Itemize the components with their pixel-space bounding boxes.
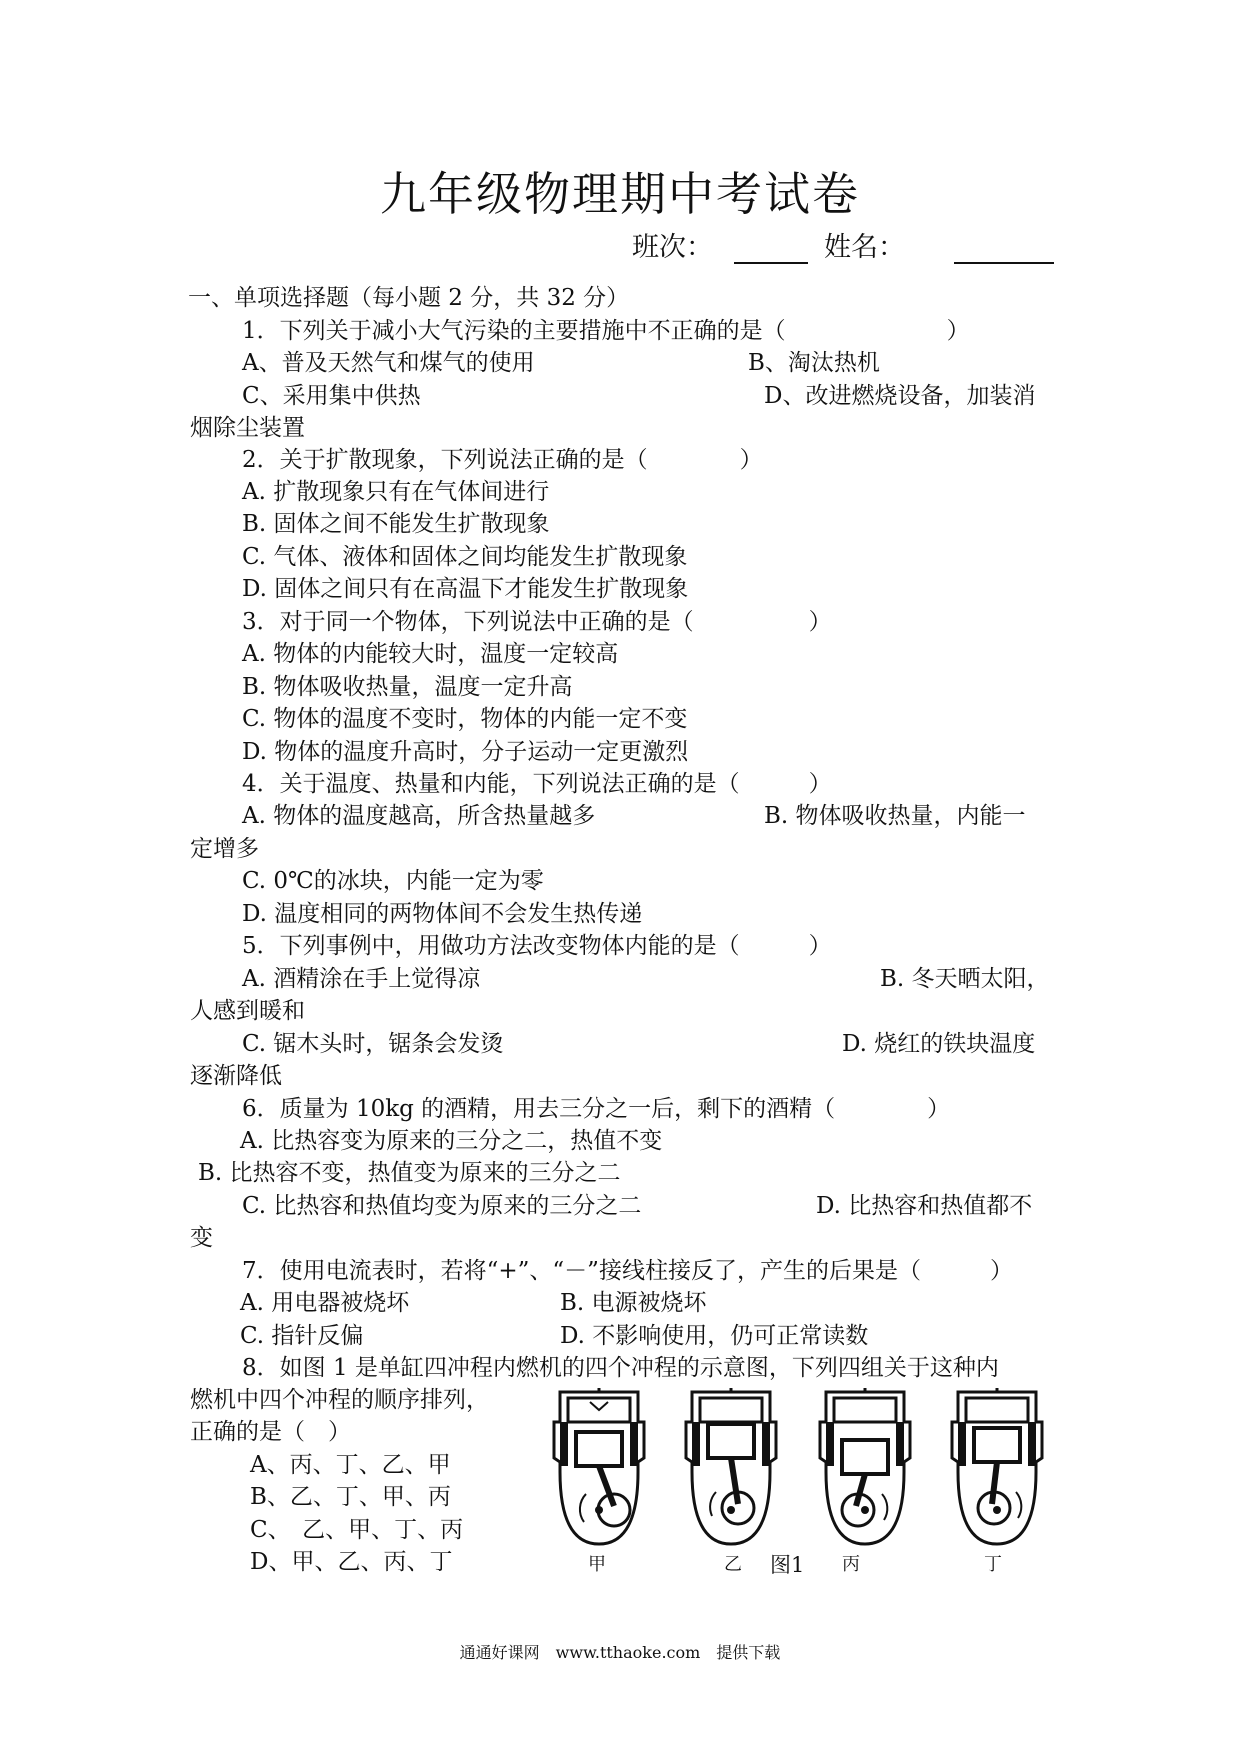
q1-option-c: C、采用集中供热 xyxy=(242,383,421,409)
q2-option-d: D. 固体之间只有在高温下才能发生扩散现象 xyxy=(242,576,689,602)
q5-option-b-continued: 人感到暖和 xyxy=(190,998,305,1024)
q7-option-d: D. 不影响使用，仍可正常读数 xyxy=(560,1323,869,1349)
class-blank xyxy=(734,262,808,264)
q3-option-d: D. 物体的温度升高时，分子运动一定更激烈 xyxy=(242,739,689,765)
q8-option-d: D、甲、乙、丙、丁 xyxy=(250,1549,453,1575)
q5-option-c: C. 锯木头时，锯条会发烫 xyxy=(242,1031,504,1057)
q8-stem-continued-1: 燃机中四个冲程的顺序排列， xyxy=(190,1387,489,1413)
q7-stem: 7．使用电流表时，若将“+”、“－”接线柱接反了，产生的后果是（ ） xyxy=(242,1258,1013,1284)
q2-option-c: C. 气体、液体和固体之间均能发生扩散现象 xyxy=(242,544,688,570)
q1-option-a: A、普及天然气和煤气的使用 xyxy=(242,350,535,376)
q8-option-b: B、乙、丁、甲、丙 xyxy=(250,1484,451,1510)
name-blank xyxy=(954,262,1054,264)
figure1-label-bing: 丙 xyxy=(842,1554,860,1575)
q6-option-d-continued: 变 xyxy=(190,1225,213,1251)
q5-option-b: B. 冬天晒太阳， xyxy=(880,966,1050,992)
figure1-caption: 图1 xyxy=(770,1553,805,1577)
engine-diagram-icon xyxy=(938,1388,1056,1548)
q4-option-a: A. 物体的温度越高，所含热量越多 xyxy=(242,803,596,829)
q3-option-c: C. 物体的温度不变时，物体的内能一定不变 xyxy=(242,706,688,732)
q8-option-c: C、 乙、甲、丁、丙 xyxy=(250,1517,464,1543)
q4-option-c: C. 0℃的冰块，内能一定为零 xyxy=(242,868,544,894)
q1-stem: 1．下列关于减小大气污染的主要措施中不正确的是（ ） xyxy=(242,318,970,344)
class-label: 班次： xyxy=(632,232,713,263)
q4-option-b-continued: 定增多 xyxy=(190,836,259,862)
engine-diagram-icon xyxy=(672,1388,790,1548)
figure1-engine-yi xyxy=(672,1388,790,1548)
q5-option-d: D. 烧红的铁块温度 xyxy=(842,1031,1036,1057)
q6-option-c: C. 比热容和热值均变为原来的三分之二 xyxy=(242,1193,642,1219)
q7-option-b: B. 电源被烧坏 xyxy=(560,1290,707,1316)
q6-option-a: A. 比热容变为原来的三分之二，热值不变 xyxy=(240,1128,663,1154)
q3-option-b: B. 物体吸收热量，温度一定升高 xyxy=(242,674,573,700)
page-title: 九年级物理期中考试卷 xyxy=(380,167,860,221)
q5-stem: 5．下列事例中，用做功方法改变物体内能的是（ ） xyxy=(242,933,832,959)
q2-option-a: A. 扩散现象只有在气体间进行 xyxy=(242,479,550,505)
figure1-label-yi: 乙 xyxy=(724,1554,742,1575)
q8-option-a: A、丙、丁、乙、甲 xyxy=(250,1452,451,1478)
engine-diagram-icon xyxy=(806,1388,924,1548)
q3-stem: 3．对于同一个物体，下列说法中正确的是（ ） xyxy=(242,609,832,635)
name-label: 姓名： xyxy=(824,232,905,263)
q6-option-b: B. 比热容不变，热值变为原来的三分之二 xyxy=(198,1160,621,1186)
figure1-label-ding: 丁 xyxy=(984,1554,1002,1575)
q7-option-a: A. 用电器被烧坏 xyxy=(240,1290,410,1316)
q5-option-d-continued: 逐渐降低 xyxy=(190,1063,282,1089)
q3-option-a: A. 物体的内能较大时，温度一定较高 xyxy=(242,641,619,667)
q1-option-b: B、淘汰热机 xyxy=(748,350,880,376)
q6-stem: 6．质量为 10kg 的酒精，用去三分之一后，剩下的酒精（ ） xyxy=(242,1096,951,1122)
section-heading: 一、单项选择题（每小题 2 分，共 32 分） xyxy=(188,285,630,311)
q2-option-b: B. 固体之间不能发生扩散现象 xyxy=(242,511,550,537)
q1-option-d-continued: 烟除尘装置 xyxy=(190,415,305,441)
q5-option-a: A. 酒精涂在手上觉得凉 xyxy=(242,966,481,992)
q1-option-d: D、改进燃烧设备，加装消 xyxy=(764,383,1036,409)
page-footer: 通通好课网 www.tthaoke.com 提供下载 xyxy=(459,1643,781,1662)
q7-option-c: C. 指针反偏 xyxy=(240,1323,364,1349)
q2-stem: 2．关于扩散现象，下列说法正确的是（ ） xyxy=(242,447,763,473)
q4-option-d: D. 温度相同的两物体间不会发生热传递 xyxy=(242,901,643,927)
q6-option-d: D. 比热容和热值都不 xyxy=(816,1193,1033,1219)
q8-stem-continued-2: 正确的是（ ） xyxy=(190,1419,351,1445)
figure1-engine-jia xyxy=(540,1388,658,1548)
q4-option-b: B. 物体吸收热量，内能一 xyxy=(764,803,1026,829)
figure1-engine-ding xyxy=(938,1388,1056,1548)
q4-stem: 4．关于温度、热量和内能，下列说法正确的是（ ） xyxy=(242,771,832,797)
q8-stem: 8．如图 1 是单缸四冲程内燃机的四个冲程的示意图，下列四组关于这种内 xyxy=(242,1355,999,1381)
figure1-label-jia: 甲 xyxy=(588,1554,606,1575)
engine-diagram-icon xyxy=(540,1388,658,1548)
figure1-engine-bing xyxy=(806,1388,924,1548)
